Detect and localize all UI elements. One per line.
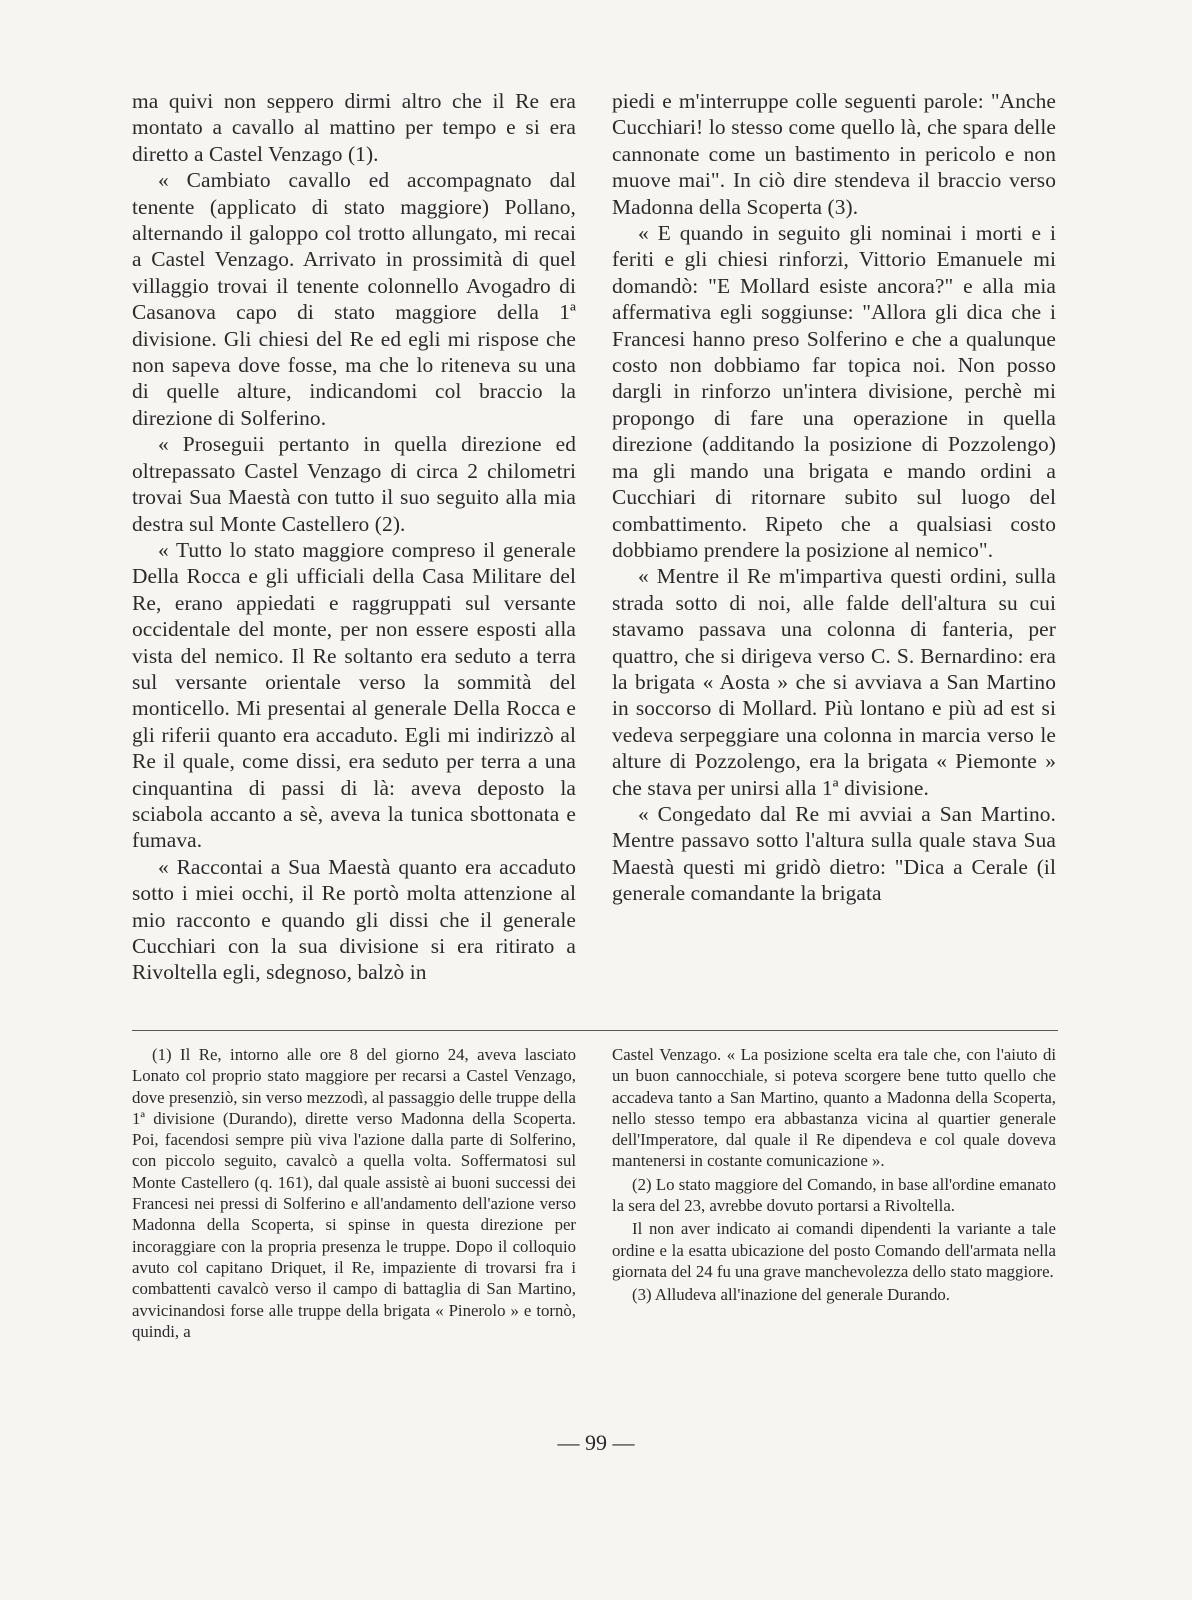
footnote: Il non aver indicato ai comandi dipendenti la variante a tale ordine e la esatta ubicazione del posto Comando dell'armata nella giornata del 24 fu una grave manchevolezza dello stato maggiore.: [612, 1219, 1056, 1281]
paragraph: « Cambiato cavallo ed accompagnato dal tenente (applicato di stato maggiore) Pollano, alternando il galoppo col trotto allungato, mi recai a Castel Venzago. Arrivato in prossimità di quel villaggio trovai il tenente colonnello Avogadro di Casanova capo di stato maggiore della 1ª divisione. Gli chiesi del Re ed egli mi rispose che non sapeva dove fosse, ma che lo riteneva su una di quelle alture, indicandomi col braccio la direzione di Solferino.: [132, 168, 576, 430]
page-number: — 99 —: [557, 1430, 635, 1455]
paragraph: ma quivi non seppero dirmi altro che il Re era montato a cavallo al mattino per tempo e si era diretto a Castel Venzago (1).: [132, 89, 576, 166]
footnote: (2) Lo stato maggiore del Comando, in base all'ordine emanato la sera del 23, avrebbe dovuto portarsi a Rivoltella.: [612, 1174, 1056, 1216]
right-text-column: [612, 88, 1056, 907]
paragraph: « Proseguii pertanto in quella direzione ed oltrepassato Castel Venzago di circa 2 chilometri trovai Sua Maestà con tutto il suo seguito alla mia destra sul Monte Castellero (2).: [132, 432, 576, 536]
paragraph: « Tutto lo stato maggiore compreso il generale Della Rocca e gli ufficiali della Casa Militare del Re, erano appiedati e raggruppati sul versante occidentale del monte, per non essere esposti alla vista del nemico. Il Re soltanto era seduto a terra sul versante orientale verso la sommità del monticello. Mi presentai al generale Della Rocca e gli riferii quanto era accaduto. Egli mi indirizzò al Re il quale, come dissi, era seduto per terra a una cinquantina di passi di là: aveva deposto la sciabola accanto a sè, aveva la tunica sbottonata e fumava.: [132, 537, 576, 853]
paragraph: « Raccontai a Sua Maestà quanto era accaduto sotto i miei occhi, il Re portò molta attenzione al mio racconto e quando gli dissi che il generale Cucchiari con la sua divisione si era ritirato a Rivoltella egli, sdegnoso, balzò in: [132, 854, 576, 985]
footnotes-right: [612, 1044, 1056, 1308]
paragraph: « Congedato dal Re mi avviai a San Martino. Mentre passavo sotto l'altura sulla quale stava Sua Maestà questi mi gridò dietro: "Dica a Cerale (il generale comandante la brigata: [612, 801, 1056, 906]
footnote: (3) Alludeva all'inazione del generale Durando.: [632, 1285, 951, 1305]
paragraph: piedi e m'interruppe colle seguenti parole: "Anche Cucchiari! lo stesso come quello là, che spara delle cannonate come un bastimento in pericolo e non muove mai". In ciò dire stendeva il braccio verso Madonna della Scoperta (3).: [612, 89, 1056, 219]
paragraph: « Mentre il Re m'impartiva questi ordini, sulla strada sotto di noi, alle falde dell'altura su cui stavamo passava una colonna di fanteria, per quattro, che si dirigeva verso C. S. Bernardino: era la brigata « Aosta » che si avviava a San Martino in soccorso di Mollard. Più lontano e più ad est si vedeva serpeggiare una colonna in marcia verso le alture di Pozzolengo, era la brigata « Piemonte » che stava per unirsi alla 1ª divisione.: [612, 564, 1056, 800]
left-text-column: [132, 88, 576, 986]
footnotes-left: [132, 1044, 576, 1344]
footnote-divider: [132, 1030, 1058, 1031]
paragraph: « E quando in seguito gli nominai i morti e i feriti e gli chiesi rinforzi, Vittorio Emanuele mi domandò: "E Mollard esiste ancora?" e alla mia affermativa egli soggiunse: "Allora gli dica che i Francesi hanno preso Solferino e che a qualunque costo non dobbiamo far topica noi. Non posso dargli in rinforzo un'intera divisione, perchè mi propongo di fare una operazione in quella direzione (additando la posizione di Pozzolengo) ma gli mando una brigata e mando ordini a Cucchiari di ritornare subito sul luogo del combattimento. Ripeto che a qualsiasi costo dobbiamo prendere la posizione al nemico".: [612, 221, 1056, 562]
footnote: Castel Venzago. « La posizione scelta era tale che, con l'aiuto di un buon cannocchiale, si poteva scorgere bene tutto quello che accadeva tanto a San Martino, quanto a Madonna della Scoperta, nello stesso tempo era abbastanza vicina al quartier generale dell'Imperatore, dal quale il Re dipendeva e col quale doveva mantenersi in costante comunicazione ».: [612, 1045, 1056, 1171]
footnote: (1) Il Re, intorno alle ore 8 del giorno 24, aveva lasciato Lonato col proprio stato maggiore per recarsi a Castel Venzago, dove presenziò, sin verso mezzodì, al passaggio delle truppe della 1ª divisione (Durando), dirette verso Madonna della Scoperta. Poi, facendosi sempre più viva l'azione dalla parte di Solferino, con piccolo seguito, cavalcò a quella volta. Soffermatosi sul Monte Castellero (q. 161), dal quale assistè ai buoni successi dei Francesi nei pressi di Solferino e all'andamento dell'azione verso Madonna della Scoperta, si spinse in questa direzione per incoraggiare con la propria presenza le truppe. Dopo il colloquio avuto col capitano Driquet, il Re, impaziente di trovarsi fra i combattenti cavalcò verso il campo di battaglia di San Martino, avvicinandosi forse alle truppe della brigata « Pinerolo » e tornò, quindi, a: [132, 1045, 576, 1341]
